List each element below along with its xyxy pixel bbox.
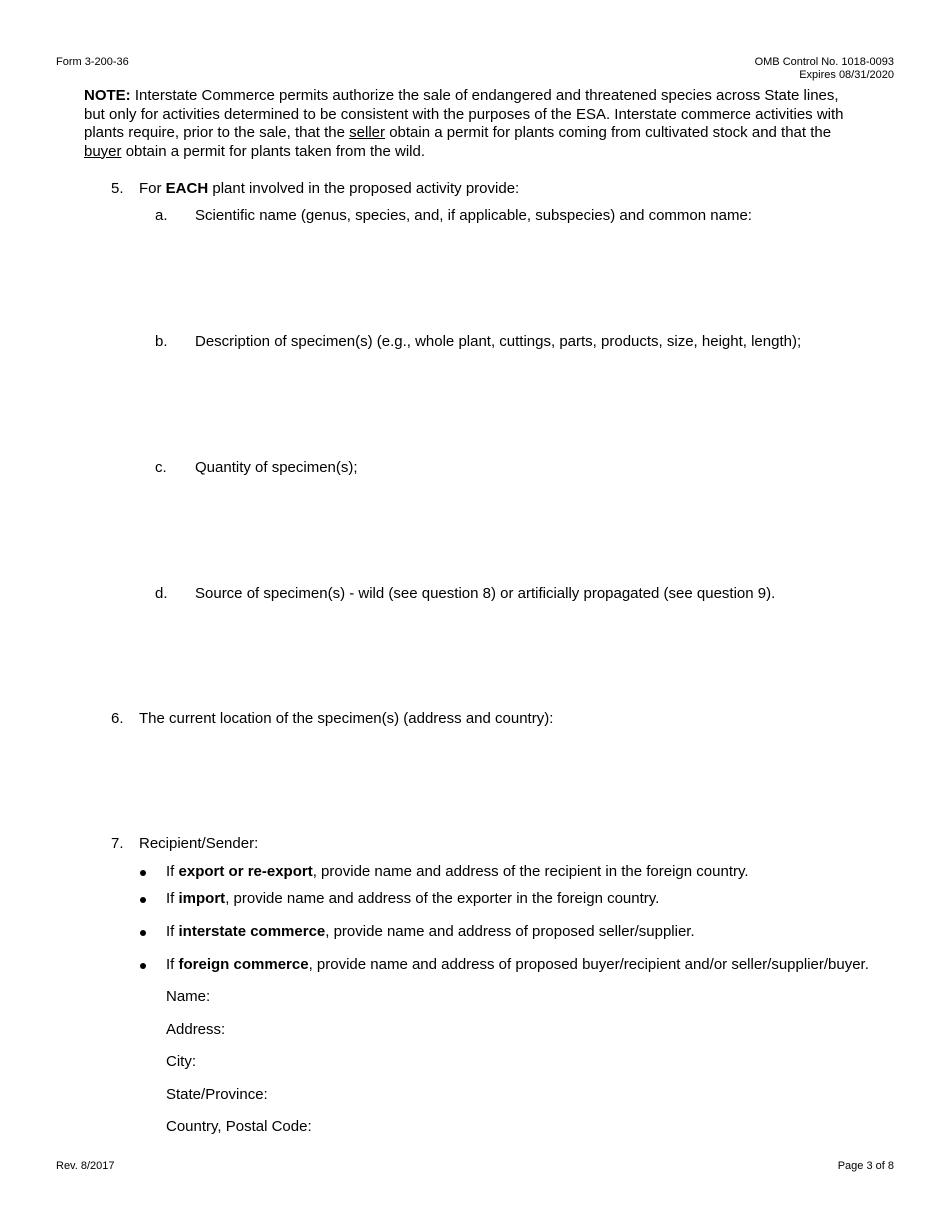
bullet-icon [140, 897, 146, 903]
note-line-3: plants require, prior to the sale, that the seller obtain a permit for plants coming from cultivated stock and that the [84, 124, 832, 141]
question-7-text: Recipient/Sender: [139, 835, 259, 852]
country-postal-code-field-label: Country, Postal Code: [166, 1118, 312, 1135]
bullet-icon [140, 963, 146, 969]
question-5c-text: Quantity of specimen(s); [195, 459, 358, 476]
city-field-label: City: [166, 1053, 196, 1070]
note-line-4: buyer obtain a permit for plants taken from the wild. [84, 142, 426, 160]
note-paragraph [84, 87, 844, 161]
question-5b-text: Description of specimen(s) (e.g., whole plant, cuttings, parts, products, size, height, length); [195, 333, 802, 350]
bullet-export: If export or re-export, provide name and address of the recipient in the foreign country. [166, 863, 749, 880]
name-field-label: Name: [166, 988, 211, 1005]
question-5d-letter: d. [155, 585, 168, 602]
question-6-number: 6. [111, 710, 124, 727]
bullet-foreign: If foreign commerce, provide name and address of proposed buyer/recipient and/or seller/supplier/buyer. [166, 956, 869, 973]
bullet-icon [140, 930, 146, 936]
question-7-number: 7. [111, 835, 124, 852]
bullet-interstate: If interstate commerce, provide name and address of proposed seller/supplier. [166, 923, 695, 940]
state-province-field-label: State/Province: [166, 1086, 268, 1103]
question-5a-text: Scientific name (genus, species, and, if applicable, subspecies) and common name: [195, 207, 752, 224]
revision-date: Rev. 8/2017 [56, 1160, 115, 1172]
question-5d-text: Source of specimen(s) - wild (see question 8) or artificially propagated (see question 9). [195, 585, 776, 602]
expiration-date: Expires 08/31/2020 [799, 69, 894, 81]
question-5-text: For EACH plant involved in the proposed activity provide: [139, 180, 520, 197]
page-number: Page 3 of 8 [837, 1160, 894, 1172]
note-line-2: but only for activities determined to be consistent with the purposes of the ESA. Interstate commerce activities with [84, 105, 844, 123]
question-5a-letter: a. [155, 207, 168, 224]
question-5-number: 5. [111, 180, 124, 197]
seller-term: seller [349, 124, 386, 141]
bullet-import: If import, provide name and address of the exporter in the foreign country. [166, 890, 660, 907]
buyer-term: buyer [84, 142, 122, 160]
address-field-label: Address: [166, 1021, 226, 1038]
question-5b-letter: b. [155, 333, 168, 350]
question-6-text: The current location of the specimen(s) (address and country): [139, 710, 554, 727]
question-5c-letter: c. [155, 459, 167, 476]
form-number: Form 3-200-36 [56, 56, 129, 68]
note-label: NOTE: [84, 87, 131, 104]
note-line-1: NOTE: Interstate Commerce permits authorize the sale of endangered and threatened species across State lines, [84, 87, 839, 104]
omb-control-number: OMB Control No. 1018-0093 [754, 56, 894, 68]
bullet-icon [140, 870, 146, 876]
